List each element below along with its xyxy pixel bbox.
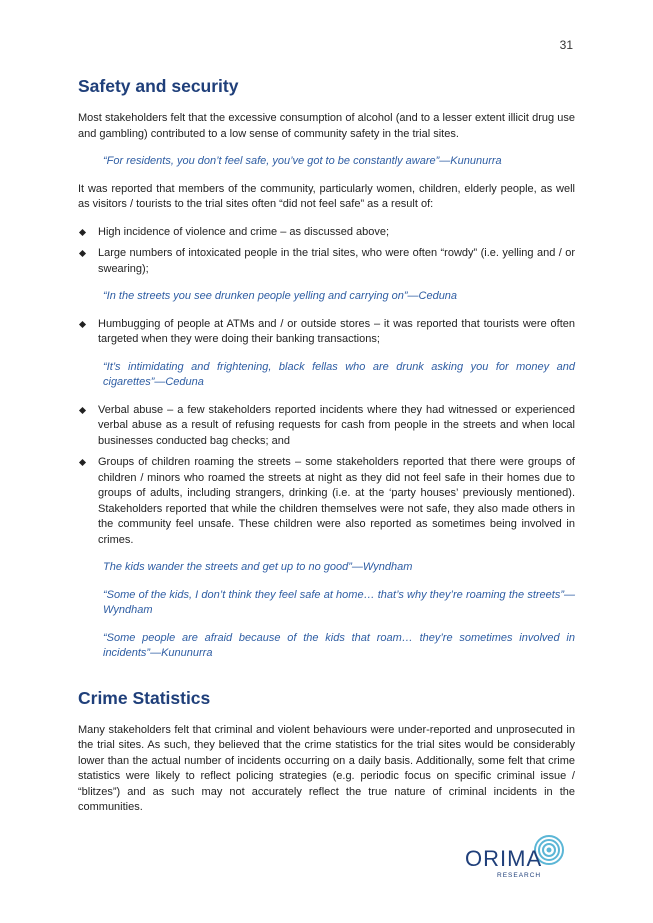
list-item: Groups of children roaming the streets – some stakeholders reported that there were groups of children / minors who roamed the streets at night as they did not feel safe in their homes due to groups of adults, including strangers, drinking (i.e. at the ‘party houses’ previously mentioned). Stakeholders reported that while the children themselves were not safe, they also made others in the community feel unsafe. These children were also reported as sometimes being involved in crimes. <box>78 455 575 548</box>
section-heading-crime-statistics: Crime Statistics <box>78 687 211 708</box>
page-content <box>78 76 575 828</box>
diamond-bullet-icon <box>79 250 86 257</box>
bullet-list <box>78 317 575 348</box>
logo-subtitle: RESEARCH <box>497 872 542 879</box>
quote: “In the streets you see drunken people yelling and carrying on”—Ceduna <box>103 290 458 302</box>
quote: “Some people are afraid because of the kids that roam… they’re sometimes involved in incidents”—Kununurra <box>103 631 575 659</box>
quote: “For residents, you don’t feel safe, you’ve got to be constantly aware”—Kununurra <box>103 155 502 167</box>
list-item: Verbal abuse – a few stakeholders reported incidents where they had witnessed or experienced verbal abuse as a result of refusing requests for cash from people in the streets and when local businesses conducted bag checks; and <box>78 403 575 450</box>
paragraph: It was reported that members of the community, particularly women, children, elderly people, as well as visitors / tourists to the trial sites often “did not feel safe” as a result of: <box>78 182 575 210</box>
paragraph: Many stakeholders felt that criminal and violent behaviours were under-reported and unprosecuted in the trial sites. As such, they believed that the crime statistics for the trial sites would be considerably lower than the actual number of incidents occurring on a daily basis. Additionally, some felt that crime statistics were likely to reflect policing strategies (e.g. periodic focus on specific criminal issue / “blitzes”) and as such may not accurately reflect the true nature of criminal incidents in the communities. <box>78 723 575 813</box>
quote: “It’s intimidating and frightening, black fellas who are drunk asking you for money and cigarettes”—Ceduna <box>103 360 575 388</box>
diamond-bullet-icon <box>79 320 86 327</box>
bullet-list <box>78 403 575 549</box>
diamond-bullet-icon <box>79 406 86 413</box>
diamond-bullet-icon <box>79 228 86 235</box>
list-item: High incidence of violence and crime – as discussed above; <box>78 225 575 241</box>
logo-name: ORIMA <box>465 846 543 871</box>
orima-logo <box>465 834 585 884</box>
page-number: 31 <box>559 38 573 52</box>
list-item: Large numbers of intoxicated people in the trial sites, who were often “rowdy” (i.e. yelling and / or swearing); <box>78 246 575 277</box>
paragraph: Most stakeholders felt that the excessive consumption of alcohol (and to a lesser extent illicit drug use and gambling) contributed to a low sense of community safety in the trial sites. <box>78 112 575 140</box>
quote: The kids wander the streets and get up to no good”—Wyndham <box>103 561 413 573</box>
list-item: Humbugging of people at ATMs and / or outside stores – it was reported that tourists were often targeted when they were doing their banking transactions; <box>78 317 575 348</box>
bullet-list <box>78 225 575 278</box>
diamond-bullet-icon <box>79 459 86 466</box>
quote: “Some of the kids, I don’t think they feel safe at home… that’s why they’re roaming the streets”—Wyndham <box>103 588 575 616</box>
section-heading-safety: Safety and security <box>78 76 239 96</box>
